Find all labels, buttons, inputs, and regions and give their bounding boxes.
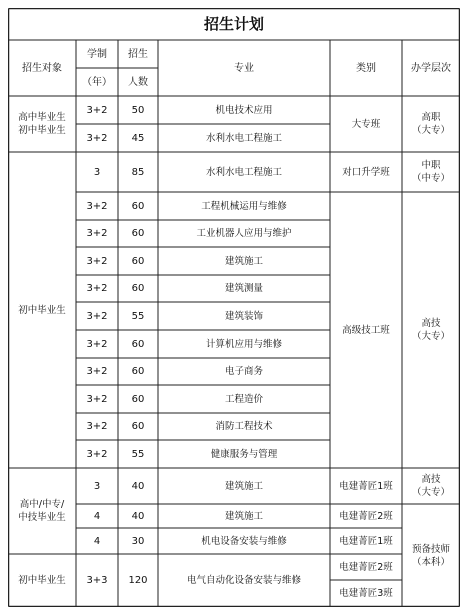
level-cell: 高技 （大专）	[411, 318, 450, 342]
years-cell: 3+2	[86, 366, 108, 377]
years-cell: 3+2	[86, 283, 108, 294]
major-cell: 计算机应用与维修	[205, 338, 282, 350]
count-cell: 85	[131, 166, 145, 178]
enrollment-plan-table	[8, 8, 460, 607]
years-cell: 3	[93, 480, 101, 492]
years-cell: 4	[93, 510, 101, 522]
major-cell: 工业机器人应用与维护	[196, 228, 292, 239]
years-cell: 3+2	[86, 200, 108, 212]
level-cell: 高职 （大专）	[411, 112, 450, 136]
major-cell: 水利水电工程施工	[205, 132, 282, 144]
level-cell: 预备技师 （本科）	[411, 543, 450, 568]
count-cell: 60	[131, 338, 145, 350]
count-cell: 60	[131, 366, 145, 377]
target-cell: 初中毕业生	[18, 304, 66, 316]
category-cell: 电建菁匠2班	[339, 561, 393, 573]
category-cell: 电建菁匠1班	[339, 535, 393, 547]
years-cell: 3+3	[86, 575, 108, 586]
target-cell: 高中/中专/ 中技毕业生	[18, 499, 66, 523]
header-target: 招生对象	[22, 62, 62, 74]
count-cell: 120	[128, 575, 148, 586]
years-cell: 3	[93, 166, 101, 178]
count-cell: 30	[131, 535, 145, 547]
category-cell: 电建菁匠1班	[339, 480, 393, 492]
major-cell: 工程机械运用与维修	[201, 200, 287, 212]
years-cell: 3+2	[86, 338, 108, 350]
page-title: 招生计划	[203, 14, 264, 33]
count-cell: 50	[131, 104, 145, 116]
header-enroll: 招生	[128, 48, 148, 60]
major-cell: 建筑施工	[224, 480, 263, 492]
category-cell: 高级技工班	[342, 324, 390, 336]
count-cell: 55	[131, 448, 145, 460]
years-cell: 3+2	[86, 421, 108, 432]
major-cell: 建筑装饰	[224, 310, 263, 322]
years-cell: 3+2	[86, 132, 108, 144]
count-cell: 55	[131, 310, 145, 322]
major-cell: 电气自动化设备安装与维修	[186, 575, 301, 586]
major-cell: 工程造价	[224, 393, 263, 405]
count-cell: 60	[131, 255, 145, 267]
major-cell: 机电设备安装与维修	[201, 535, 287, 547]
count-cell: 40	[131, 480, 145, 492]
header-years: 学制	[87, 48, 107, 60]
count-cell: 40	[131, 510, 145, 522]
count-cell: 60	[131, 228, 145, 239]
category-cell: 大专班	[351, 118, 381, 130]
category-cell: 电建菁匠3班	[339, 588, 393, 599]
target-cell: 高中毕业生 初中毕业生	[18, 112, 66, 136]
years-cell: 3+2	[86, 228, 108, 239]
target-cell: 初中毕业生	[18, 575, 66, 586]
major-cell: 消防工程技术	[215, 421, 273, 432]
count-cell: 45	[131, 132, 145, 144]
years-cell: 3+2	[86, 255, 108, 267]
level-cell: 中职 （中专）	[411, 160, 450, 184]
major-cell: 建筑施工	[224, 255, 263, 267]
header-level: 办学层次	[411, 62, 451, 74]
category-cell: 对口升学班	[342, 166, 390, 178]
years-cell: 3+2	[86, 104, 108, 116]
count-cell: 60	[131, 393, 145, 405]
years-cell: 4	[93, 535, 101, 547]
category-cell: 电建菁匠2班	[339, 510, 393, 522]
count-cell: 60	[131, 421, 145, 432]
level-cell: 高技 （大专）	[411, 474, 450, 498]
count-cell: 60	[131, 200, 145, 212]
header-years-unit: （年）	[82, 76, 112, 88]
major-cell: 健康服务与管理	[210, 448, 278, 460]
header-major: 专业	[234, 62, 254, 74]
header-category: 类别	[356, 62, 376, 74]
years-cell: 3+2	[86, 310, 108, 322]
years-cell: 3+2	[86, 393, 108, 405]
major-cell: 建筑测量	[224, 283, 263, 294]
years-cell: 3+2	[86, 448, 108, 460]
count-cell: 60	[131, 283, 145, 294]
header-count: 人数	[128, 76, 148, 88]
major-cell: 建筑施工	[224, 510, 263, 522]
major-cell: 机电技术应用	[215, 104, 273, 116]
major-cell: 电子商务	[224, 366, 263, 377]
major-cell: 水利水电工程施工	[205, 166, 282, 178]
